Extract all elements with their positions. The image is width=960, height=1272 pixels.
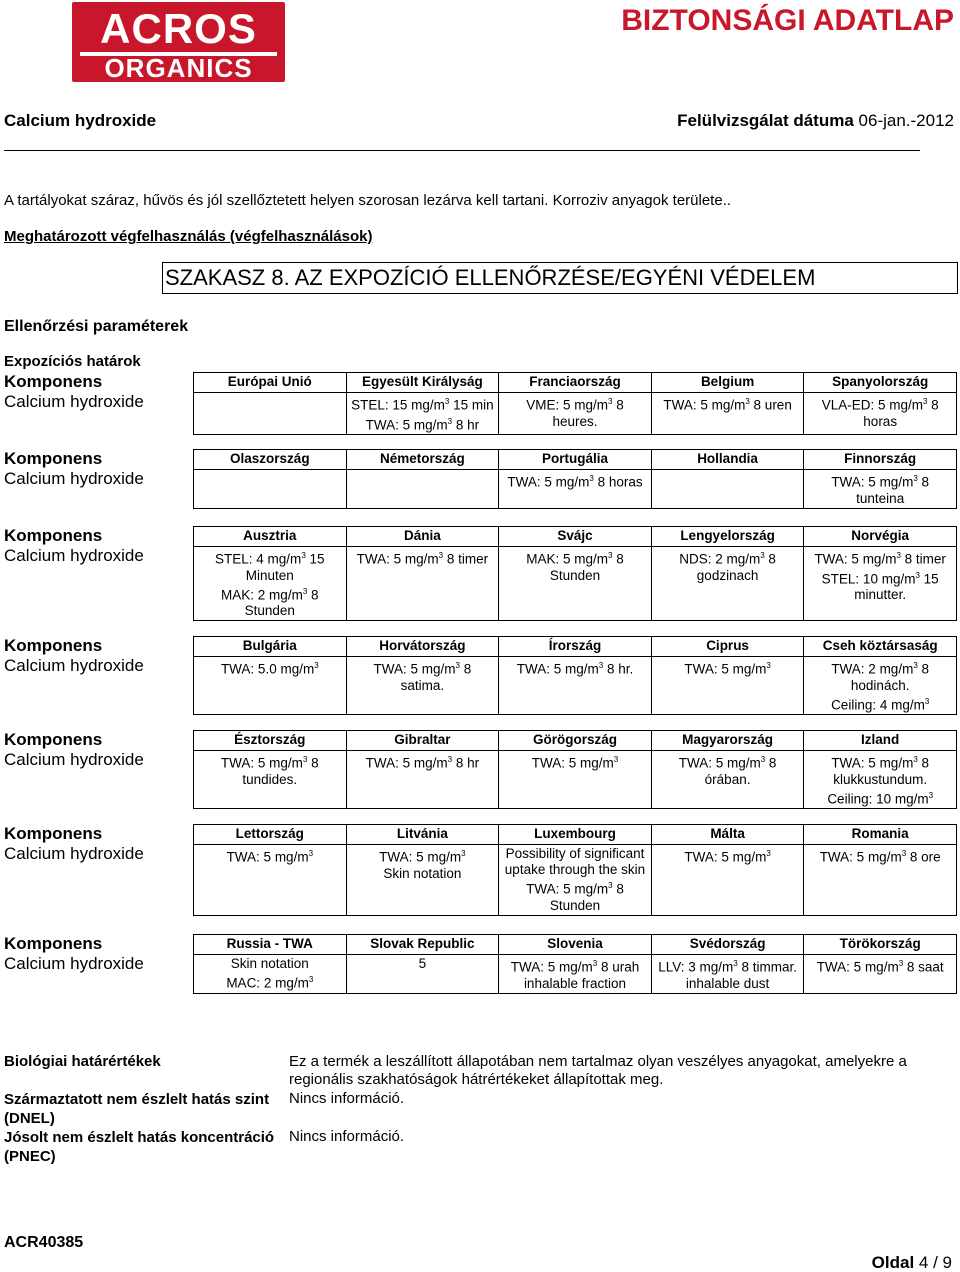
component-name: Calcium hydroxide (4, 656, 144, 675)
page-label: Oldal (871, 1253, 915, 1272)
exposure-limits-heading: Expozíciós határok (4, 353, 141, 370)
limit-value-cell: TWA: 5 $mg/m^3$ (194, 845, 347, 916)
limit-value-cell: TWA: 5 $mg/m^3$ 8 satima. (346, 657, 499, 715)
country-header: Spanyolország (804, 373, 957, 393)
exposure-limits-table (193, 526, 957, 621)
limit-value-cell (194, 393, 347, 435)
country-header: Olaszország (194, 450, 347, 470)
component-label (4, 824, 144, 864)
storage-text: A tartályokat száraz, hűvös és jól szellőztetett helyen szorosan lezárva kell tartani. Korroziv anyagok területe.. (4, 192, 732, 209)
country-header: Finnország (804, 450, 957, 470)
component-name: Calcium hydroxide (4, 954, 144, 973)
exposure-limits-table (193, 449, 957, 509)
country-header: Észtország (194, 731, 347, 751)
country-header: Russia - TWA (194, 935, 347, 955)
country-header: Cseh köztársaság (804, 637, 957, 657)
limit-value-cell: TWA: 5.0 $mg/m^3$ (194, 657, 347, 715)
table-row (194, 470, 957, 509)
country-header: Dánia (346, 527, 499, 547)
component-label (4, 449, 144, 489)
limit-value-cell: Skin notation MAC: 2 $mg/m^3$ (194, 955, 347, 994)
exposure-limits-table (193, 824, 957, 916)
limit-value-cell: TWA: 2 $mg/m^3$ 8 hodinách. Ceiling: 4 $mg/m^3$ (804, 657, 957, 715)
dnel-label: Származtatott nem észlelt hatás szint (DNEL) (4, 1091, 270, 1127)
limit-value-cell: TWA: 5 $mg/m^3$ Skin notation (346, 845, 499, 916)
end-use-title: Meghatározott végfelhasználás (végfelhasználások) (4, 228, 373, 245)
table-header-row (194, 450, 957, 470)
country-header: Görögország (499, 731, 652, 751)
limit-value-cell: LLV: 3 $mg/m^3$ 8 timmar. inhalable dust (651, 955, 804, 994)
page-number (872, 1253, 952, 1272)
limit-value-cell: TWA: 5 $mg/m^3$ 8 ore (804, 845, 957, 916)
country-header: Portugália (499, 450, 652, 470)
biological-limits-label: Biológiai határértékek (4, 1053, 161, 1070)
limit-value-cell: STEL: 4 $mg/m^3$ 15 Minuten MAK: 2 $mg/m^3$ 8 Stunden (194, 547, 347, 621)
komponens-heading: Komponens (4, 372, 103, 391)
limit-value-cell: VME: 5 $mg/m^3$ 8 heures. (499, 393, 652, 435)
limit-value-cell: 5 (346, 955, 499, 994)
table-row (194, 393, 957, 435)
table-row (194, 547, 957, 621)
acros-organics-logo (72, 2, 285, 82)
limit-value-cell: TWA: 5 $mg/m^3$ (499, 751, 652, 809)
component-name: Calcium hydroxide (4, 844, 144, 863)
biological-limits-value: Ez a termék a leszállított állapotában nem tartalmaz olyan veszélyes anyagokat, amelyekre a regionális szakhatóságok hátrértékeket állapítottak meg. (289, 1053, 907, 1088)
component-label (4, 526, 144, 566)
country-header: Slovak Republic (346, 935, 499, 955)
limit-value-cell: TWA: 5 $mg/m^3$ 8 hr. (499, 657, 652, 715)
country-header: Litvánia (346, 825, 499, 845)
country-header: Norvégia (804, 527, 957, 547)
table-row (194, 657, 957, 715)
exposure-limits-table (193, 730, 957, 809)
document-title: BIZTONSÁGI ADATLAP (621, 4, 954, 37)
country-header: Lengyelország (651, 527, 804, 547)
country-header: Magyarország (651, 731, 804, 751)
country-header: Németország (346, 450, 499, 470)
component-name: Calcium hydroxide (4, 392, 144, 411)
country-header: Lettország (194, 825, 347, 845)
limit-value-cell: TWA: 5 $mg/m^3$ 8 timer STEL: 10 $mg/m^3$ 15 minutter. (804, 547, 957, 621)
komponens-heading: Komponens (4, 934, 103, 953)
limit-value-cell: TWA: 5 $mg/m^3$ (651, 657, 804, 715)
limit-value-cell: TWA: 5 $mg/m^3$ 8 tunteina (804, 470, 957, 509)
limit-value-cell: MAK: 5 $mg/m^3$ 8 Stunden (499, 547, 652, 621)
country-header: Ciprus (651, 637, 804, 657)
limit-value-cell: NDS: 2 $mg/m^3$ 8 godzinach (651, 547, 804, 621)
country-header: Ausztria (194, 527, 347, 547)
pnec-label: Jósolt nem észlelt hatás koncentráció (PNEC) (4, 1129, 275, 1165)
country-header: Slovenia (499, 935, 652, 955)
control-parameters-heading: Ellenőrzési paraméterek (4, 318, 189, 335)
limit-value-cell: TWA: 5 $mg/m^3$ 8 hr (346, 751, 499, 809)
limit-value-cell: TWA: 5 $mg/m^3$ 8 horas (499, 470, 652, 509)
table-row (194, 845, 957, 916)
country-header: Európai Unió (194, 373, 347, 393)
component-label (4, 372, 144, 412)
limit-value-cell (651, 470, 804, 509)
country-header: Málta (651, 825, 804, 845)
komponens-heading: Komponens (4, 449, 103, 468)
country-header: Franciaország (499, 373, 652, 393)
limit-value-cell (194, 470, 347, 509)
country-header: Belgium (651, 373, 804, 393)
limit-value-cell (346, 470, 499, 509)
limit-value-cell: TWA: 5 $mg/m^3$ 8 urah inhalable fraction (499, 955, 652, 994)
table-header-row (194, 935, 957, 955)
komponens-heading: Komponens (4, 636, 103, 655)
logo-text-top: ACROS (100, 5, 257, 52)
table-header-row (194, 731, 957, 751)
limit-value-cell: TWA: 5 $mg/m^3$ 8 saat (804, 955, 957, 994)
component-name: Calcium hydroxide (4, 546, 144, 565)
country-header: Luxembourg (499, 825, 652, 845)
limit-value-cell: TWA: 5 $mg/m^3$ 8 tundides. (194, 751, 347, 809)
header-rule (4, 150, 920, 151)
logo-text-bottom: ORGANICS (104, 53, 253, 83)
page-value: 4 / 9 (918, 1253, 952, 1272)
pnec-value: Nincs információ. (289, 1128, 405, 1145)
component-label (4, 730, 144, 770)
component-label (4, 636, 144, 676)
revision-date (677, 111, 954, 131)
limit-value-cell: Possibility of significant uptake through the skin TWA: 5 $mg/m^3$ 8 Stunden (499, 845, 652, 916)
table-row (194, 955, 957, 994)
revision-label: Felülvizsgálat dátuma (677, 111, 854, 130)
country-header: Hollandia (651, 450, 804, 470)
limit-value-cell: TWA: 5 $mg/m^3$ 8 uren (651, 393, 804, 435)
limit-value-cell: TWA: 5 $mg/m^3$ 8 órában. (651, 751, 804, 809)
table-header-row (194, 527, 957, 547)
product-name: Calcium hydroxide (4, 111, 157, 130)
country-header: Romania (804, 825, 957, 845)
country-header: Svájc (499, 527, 652, 547)
dnel-value: Nincs információ. (289, 1090, 405, 1107)
country-header: Bulgária (194, 637, 347, 657)
country-header: Gibraltar (346, 731, 499, 751)
limit-value-cell: TWA: 5 $mg/m^3$ 8 klukkustundum. Ceiling: 10 $mg/m^3$ (804, 751, 957, 809)
table-header-row (194, 373, 957, 393)
limit-value-cell: TWA: 5 $mg/m^3$ (651, 845, 804, 916)
country-header: Horvátország (346, 637, 499, 657)
table-header-row (194, 637, 957, 657)
table-header-row (194, 825, 957, 845)
country-header: Egyesült Királyság (346, 373, 499, 393)
exposure-limits-table (193, 372, 957, 435)
country-header: Törökország (804, 935, 957, 955)
limit-value-cell: TWA: 5 $mg/m^3$ 8 timer (346, 547, 499, 621)
limit-value-cell: VLA-ED: 5 $mg/m^3$ 8 horas (804, 393, 957, 435)
component-label (4, 934, 144, 974)
limit-value-cell: STEL: 15 $mg/m^3$ 15 min TWA: 5 $mg/m^3$ 8 hr (346, 393, 499, 435)
table-row (194, 751, 957, 809)
komponens-heading: Komponens (4, 824, 103, 843)
section-title: SZAKASZ 8. AZ EXPOZÍCIÓ ELLENŐRZÉSE/EGYÉNI VÉDELEM (162, 262, 958, 294)
document-code: ACR40385 (4, 1234, 84, 1251)
komponens-heading: Komponens (4, 730, 103, 749)
country-header: Svédország (651, 935, 804, 955)
komponens-heading: Komponens (4, 526, 103, 545)
exposure-limits-table (193, 934, 957, 994)
country-header: Izland (804, 731, 957, 751)
component-name: Calcium hydroxide (4, 469, 144, 488)
exposure-limits-table (193, 636, 957, 715)
component-name: Calcium hydroxide (4, 750, 144, 769)
country-header: Írország (499, 637, 652, 657)
revision-value: 06-jan.-2012 (858, 111, 954, 130)
